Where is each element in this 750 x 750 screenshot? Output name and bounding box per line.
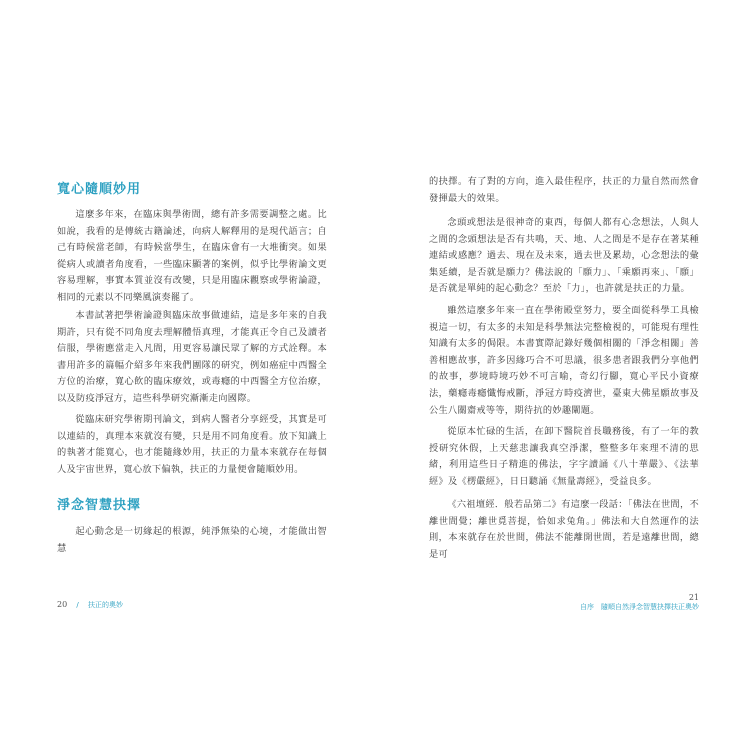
footer-separator: / [69, 601, 86, 609]
paragraph: 《六祖壇經．般若品第二》有這麼一段話：「佛法在世間，不離世間覺；離世覓菩提，恰如求兔角。」佛法和大自然運作的法則，本來就存在於世間，佛法不能離開世間，若是遠離世間，總是可 [429, 499, 699, 560]
footer-title: 自序 隨順自然淨念智慧抉擇扶正奧妙 [580, 603, 699, 611]
right-page [375, 0, 750, 750]
page-number: 20 [57, 600, 68, 609]
paragraph: 這麼多年來，在臨床與學術間，總有許多需要調整之處。比如說，我看的是傳統古籍論述，向病人解釋用的是現代語言；自己有時候當老師，有時候當學生，在臨床會有一大堆衝突。如果從病人或讀者角度看，一些臨床顯著的案例，似乎比學術論文更容易理解，事實本質並沒有改變，只是用臨床觀察或學術論證，相同的元素以不同樂風演奏罷了。 [57, 209, 327, 303]
section-heading-1: 寬心隨順妙用 [57, 182, 142, 197]
paragraph: 從臨床研究學術期刊論文，到病人醫者分享經受，其實是可以連結的，真理本來就沒有變，只是用不同角度看。放下知識上的執著才能寬心，也才能隨緣妙用，扶正的力量本來就存在每個人及宇宙世界，寬心放下偏執，扶正的力量便會隨順妙用。 [57, 414, 327, 475]
paragraph: 從原本忙碌的生活，在卸下醫院首長職務後，有了一年的教授研究休假，上天慈悲讓我真空淨潔，整整多年來理不清的思緒，利用這些日子精進的佛法，字字讀誦《八十華嚴》、《法華經》及《楞嚴經》，日日聽誦《無量壽經》，受益良多。 [429, 426, 699, 487]
section-heading-2: 淨念智慧抉擇 [57, 498, 142, 513]
paragraph: 起心動念是一切緣起的根源，純淨無染的心境，才能做出智慧 [57, 526, 327, 554]
paragraph: 念頭或想法是很神奇的東西，每個人都有心念想法，人與人之間的念頭想法是否有共鳴，天、地、人之間是不是存在著某種連結或感應？過去、現在及未來，過去世及累劫，心念想法的彙集延續，是否就是願力？佛法說的「願力」、「乘願再來」、「願」是否就是單純的起心動念？至於「力」，也許就是扶正的力量。 [429, 217, 699, 295]
paragraph: 的抉擇。有了對的方向，進入最佳程序，扶正的力量自然而然會發揮最大的效果。 [429, 176, 699, 204]
page-footer [57, 600, 123, 610]
paragraph: 本書試著把學術論證與臨床故事做連結，這是多年來的自我期許，只有從不同角度去理解體悟真理，才能真正令自己及讀者信服，學術應當走入凡間，用更容易讓民眾了解的方式詮釋。本書用許多的篇幅介紹多年來我們團隊的研究，例如癌症中西醫全方位的治療，寬心飲的臨床療效，或毒癮的中西醫全方位治療，以及防疫淨冠方，這些科學研究漸漸走向國際。 [57, 310, 327, 404]
page-footer [580, 593, 699, 612]
paragraph: 雖然這麼多年來一直在學術殿堂努力，要全面從科學工具檢視這一切，有太多的未知是科學無法完整檢視的，可能現有理性知識有太多的侷限。本書實際記錄好幾個相關的「淨念相關」善善相應故事，許多因緣巧合不可思議，很多患者跟我們分享他們的故事，夢境時境巧妙不可言喻，奇幻行腳，寬心平民小資療法，藥癮毒癮懺悔戒斷，淨冠方時疫濟世，臺東大佛星願故事及公生八關齋戒等等，期待抗的妙趣闡題。 [429, 305, 699, 416]
page-number: 21 [688, 593, 699, 602]
footer-title: 扶正的奧妙 [88, 601, 124, 609]
